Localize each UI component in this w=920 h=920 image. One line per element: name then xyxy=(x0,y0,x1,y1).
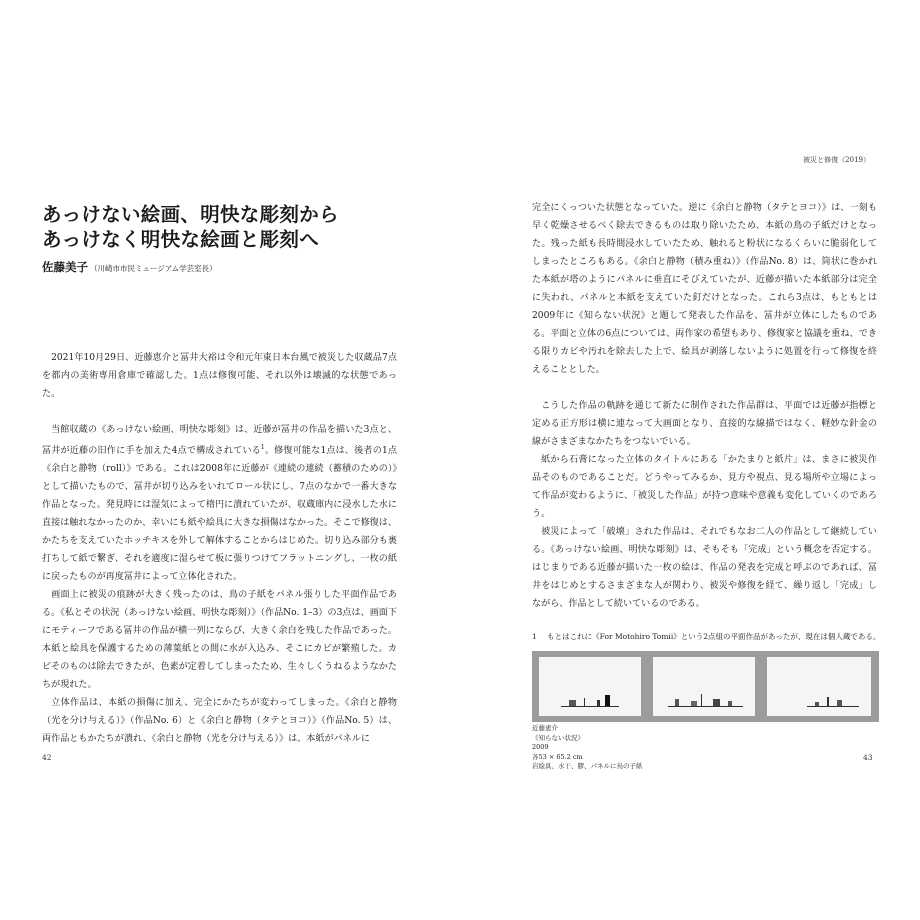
author-affiliation: （川崎市市民ミュージアム学芸室長） xyxy=(90,264,217,273)
caption-size: 各53 × 65.2 cm xyxy=(532,752,583,761)
body-paragraph xyxy=(42,421,397,586)
painting-panel xyxy=(653,657,755,716)
caption-title: 《知らない状況》 xyxy=(532,733,584,742)
footnote-ref: 1 xyxy=(260,444,265,451)
title-line-1: あっけない絵画、明快な彫刻から xyxy=(42,203,339,226)
footnote-text: もとはこれに《For Motohiro Tomii》という2点組の平面作品があったが、現在は個人蔵である。 xyxy=(547,632,881,641)
title-line-2: あっけなく明快な絵画と彫刻へ xyxy=(42,228,320,251)
body-paragraph: 画面上に被災の痕跡が大きく残ったのは、鳥の子紙をパネル張りした平面作品である。《私とその状況（あっけない絵画、明快な彫刻）》（作品No. 1–3）の3点は、画面下にモティーフである冨井の作品が横一列にならび、大きく余白を残した作品であった。本紙と絵具を保護するための薄葉紙との間に水が入込み、そこにカビが繁殖した。カビそのものは除去できたが、色素が定着してしまったため、生々しくうねるようなかたちが現れた。 xyxy=(42,590,397,691)
body-paragraph: 2021年10月29日、近藤恵介と冨井大裕は令和元年東日本台風で被災した収蔵品7点を都内の美術専用倉庫で確認した。1点は修復可能、それ以外は壊滅的な状態であった。 xyxy=(42,353,397,399)
figure-caption xyxy=(532,724,732,772)
page-number-left: 42 xyxy=(42,753,52,762)
painting-panel xyxy=(767,657,871,716)
footnote xyxy=(532,631,882,642)
caption-year: 2009 xyxy=(532,743,549,751)
running-header: 被災と修復（2019） xyxy=(803,156,870,164)
author-byline xyxy=(42,259,217,275)
body-paragraph: 完全にくっついた状態となっていた。逆に《余白と静物（タテとヨコ）》は、一刻も早く乾燥させるべく除去できるものは取り除いたため、本紙の鳥の子紙だけとなった。残った紙も長時間浸水していたため、触れると粉状になるくらいに脆弱化してしまったところもある。《余白と静物（積み重ね）》（作品No. 8）は、筒状に巻かれた本紙が塔のようにパネルに垂直にそびえていたが、近藤が描いた本紙部分は完全に失われ、パネルと本紙を支えていた釘だけとなった。これら3点は、もともとは2009年に《知らない状況》と題して発表した作品を、冨井が立体にしたものである。平面と立体の6点については、両作家の希望もあり、修復家と協議を重ね、できる限りカビや汚れを除去した上で、絵具が剥落しないように処置を行って修復を終えることとした。 xyxy=(532,203,877,375)
paragraph-text: 。修復可能な1点は、後者の1点《余白と静物（roll）》である。これは2008年に近藤が《連続の連続（蓄積のための）》として描いたもので、冨井が切り込みをいれてロール状にし、7点のなかで一番大きな作品となった。発見時には湿気によって楕円に潰れていたが、収蔵庫内に浸水した水に直接は触れなかったのか、幸いにも紙や絵具に大きな損傷はなかった。そこで修復は、かたちを支えていたホッチキスを外して解体することからはじめた。切り込み部分も裏打ちして紙で繋ぎ、それを適度に湿らせて板に張りつけてフラットニングし、一枚の紙に戻ったものが再度冨井によって立体化された。 xyxy=(42,446,397,583)
body-paragraph: 紙から石膏になった立体のタイトルにある「かたまりと紙片」は、まさに被災作品そのものであることだ。どうやってみるか、見方や視点、見る場所や立場によって作品が変わるように、「被災した作品」が持つ意味や意義も変化していくのであろう。 xyxy=(532,455,877,519)
painting-panel xyxy=(539,657,641,716)
page-number-right: 43 xyxy=(863,753,873,762)
paragraph-text: 当館収蔵の《あっけない絵画、明快な彫刻》は、近藤が冨井の作品を描いた3点と、冨井が近藤の旧作に手を加えた4点で構成されている xyxy=(42,425,397,457)
footnote-number: 1 xyxy=(532,632,537,641)
body-paragraph: 被災によって「破壊」された作品は、それでもなお二人の作品として継続している。《あっけない絵画、明快な彫刻》は、そもそも「完成」という概念を否定する。はじまりである近藤が描いた一枚の絵は、作品の発表を完成と呼ぶのであれば、冨井をはじめとするさまざまな人が関わり、被災や修復を経て、繰り返し「完成」しながら、作品として続いているのである。 xyxy=(532,527,877,609)
article-title xyxy=(42,202,442,252)
body-paragraph: 立体作品は、本紙の損傷に加え、完全にかたちが変わってしまった。《余白と静物（光を分け与える）》（作品No. 6）と《余白と静物（タテとヨコ）》（作品No. 5）は、両作品ともかたちが潰れ、《余白と静物（光を分け与える）》は、本紙がパネルに xyxy=(42,698,397,745)
right-text-column xyxy=(532,199,877,613)
caption-artist: 近藤恵介 xyxy=(532,724,558,732)
artwork-photo xyxy=(532,651,879,722)
left-text-column xyxy=(42,349,397,748)
body-paragraph: こうした作品の軌跡を通じて新たに制作された作品群は、平面では近藤が指標と定める正方形は横に連なって大画面となり、直接的な線描ではなく、軽妙な針金の線がさまざまなかたちをつないでいる。 xyxy=(532,401,877,447)
caption-medium: 岩絵具、水干、膠、パネルに鳥の子紙 xyxy=(532,762,643,770)
author-name: 佐藤美子 xyxy=(42,260,88,274)
